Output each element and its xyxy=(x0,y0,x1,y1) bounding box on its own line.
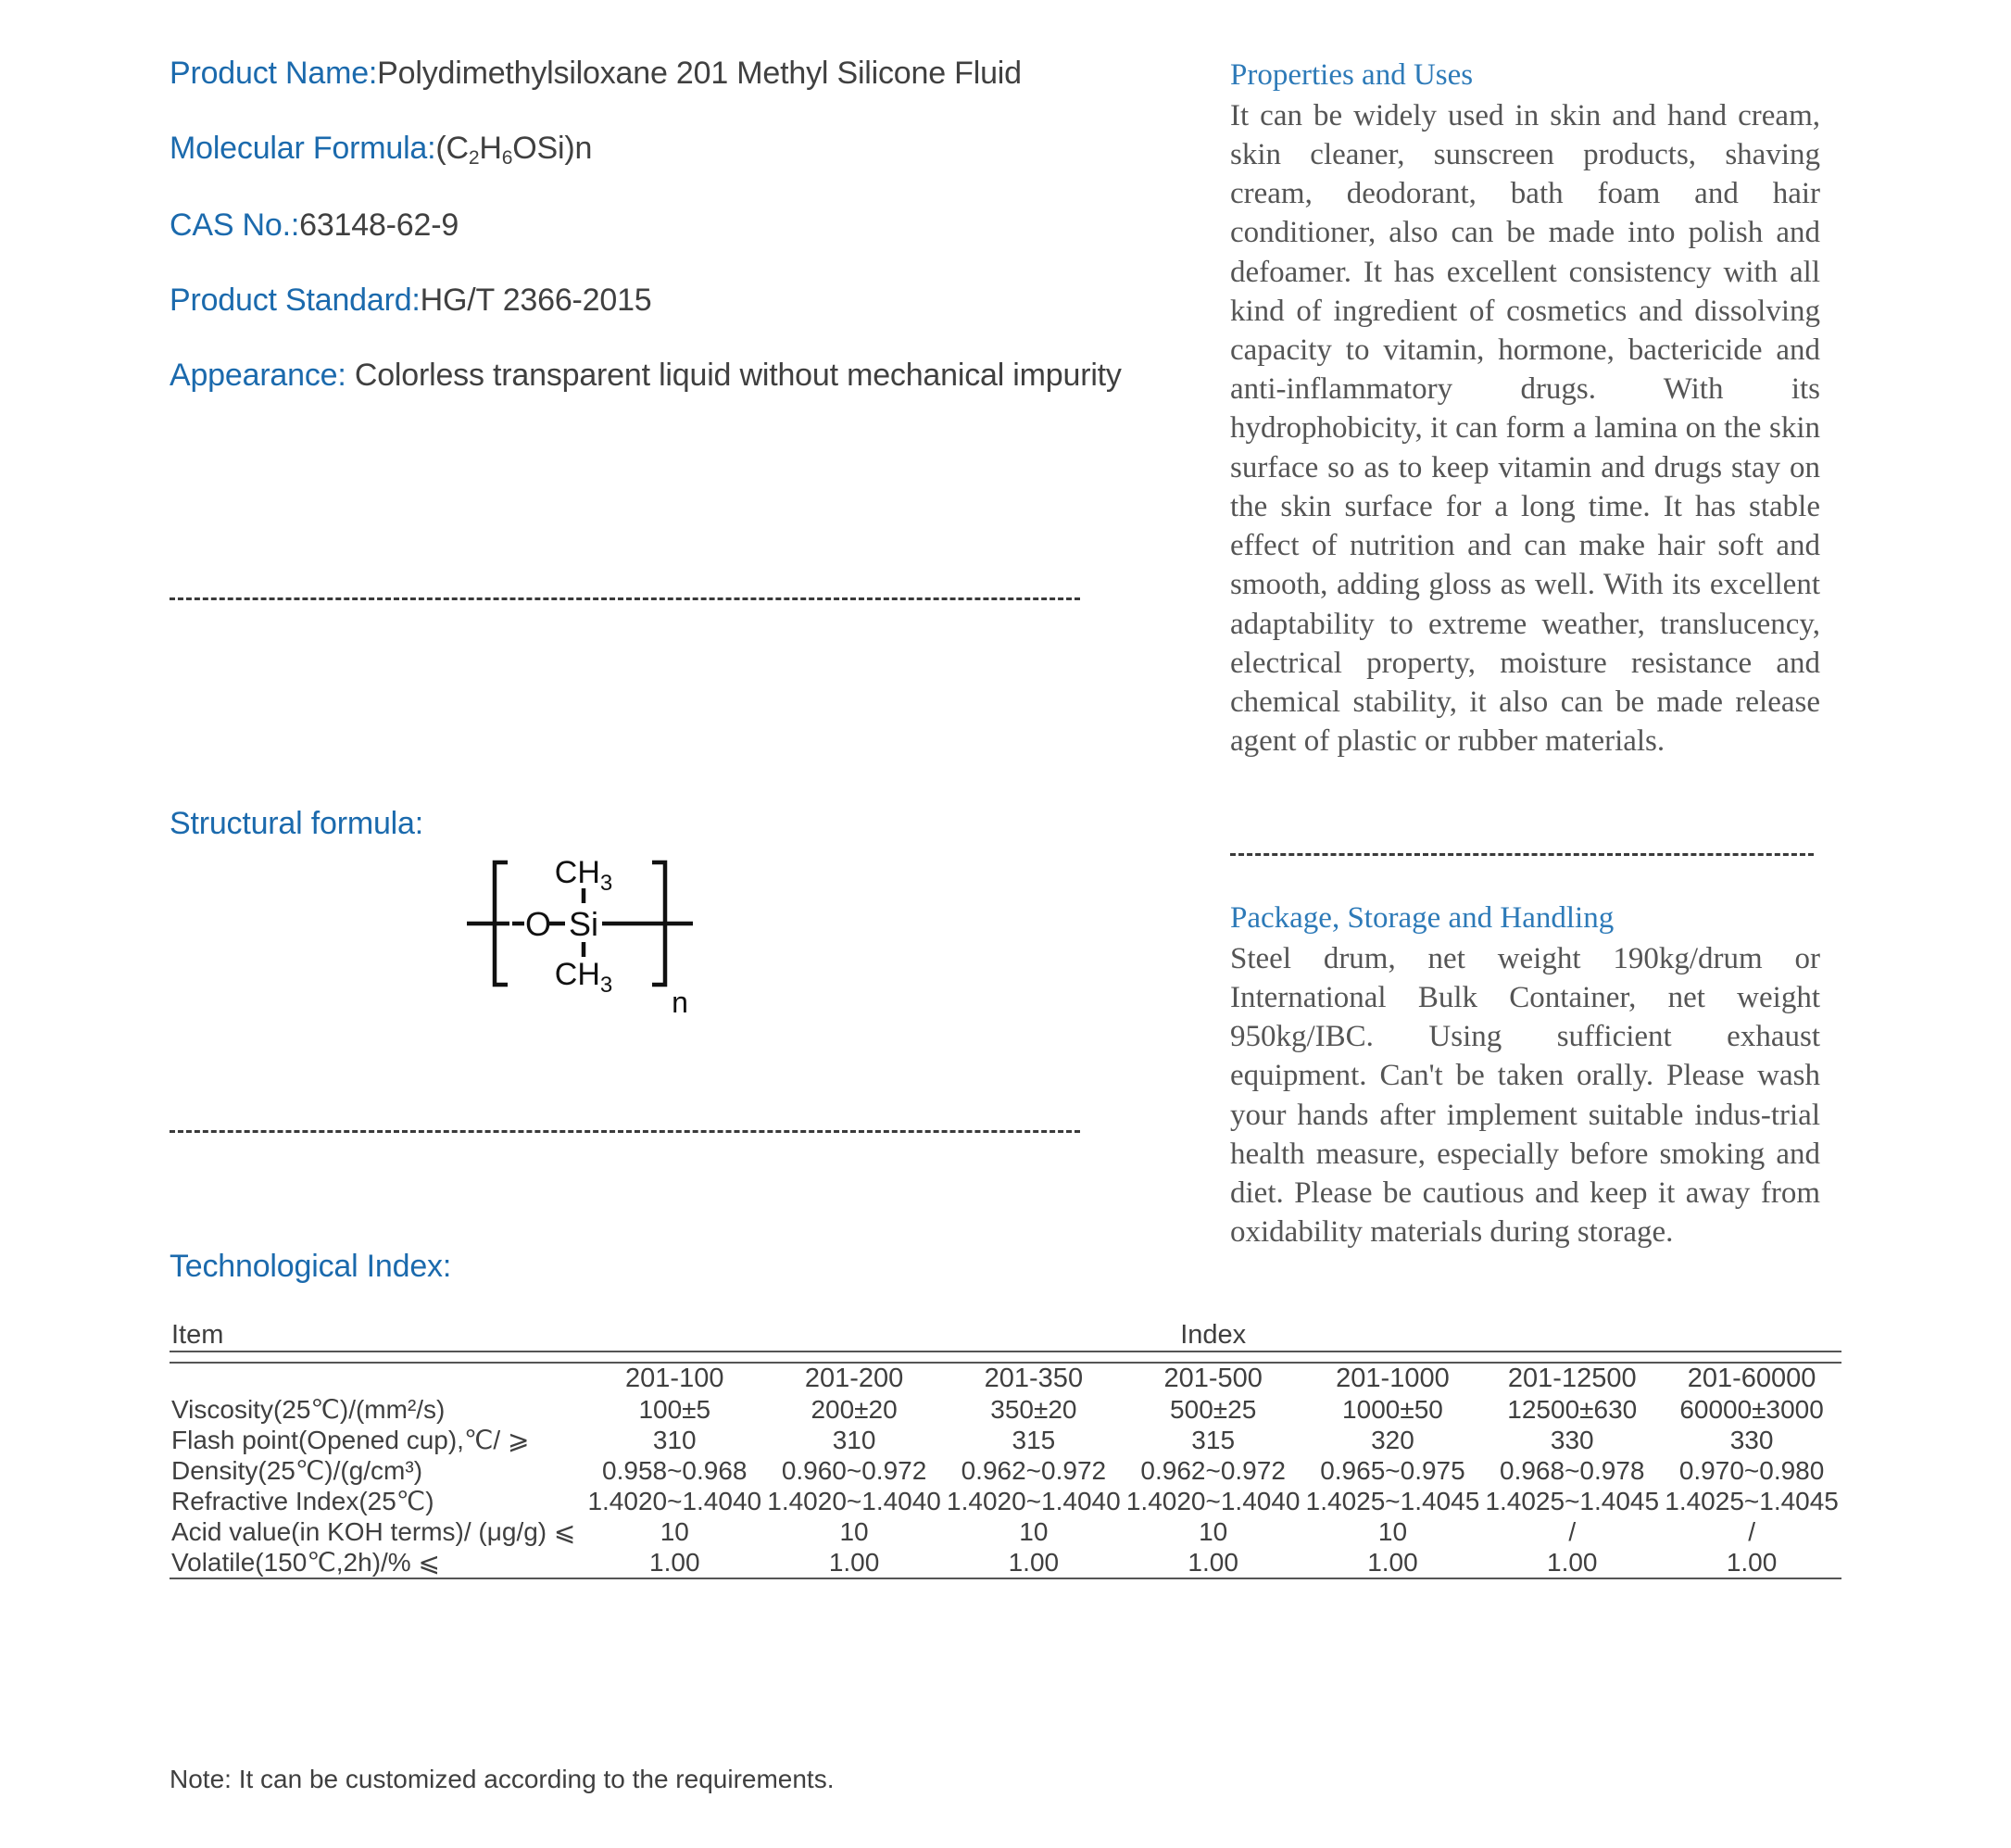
table-grade-cell: 201-100 xyxy=(625,1364,724,1393)
product-standard-value: HG/T 2366-2015 xyxy=(420,283,652,319)
group-label-top-methyl: $CH_3$ xyxy=(554,855,613,896)
table-header-row xyxy=(170,1320,1841,1351)
table-cell: 1000±50 xyxy=(1342,1394,1443,1424)
technological-index-heading: Technological Index: xyxy=(170,1249,452,1284)
table-cell: 1.4020~1.4040 xyxy=(1125,1486,1301,1515)
table-top-double-rule xyxy=(170,1351,1841,1363)
product-name-line xyxy=(170,54,1188,94)
table-cell: 1.00 xyxy=(1367,1547,1418,1577)
table-row xyxy=(170,1455,1841,1486)
table-cell: 1.4025~1.4045 xyxy=(1305,1486,1480,1515)
table-cell: 100±5 xyxy=(638,1394,711,1424)
table-cell: 10 xyxy=(1019,1516,1049,1546)
atom-label-silicon: Si xyxy=(568,905,599,943)
table-cell: 1.00 xyxy=(1726,1547,1778,1577)
table-bottom-rule xyxy=(170,1578,1841,1579)
cas-number-line xyxy=(170,206,1188,245)
table-grade-cell: 201-500 xyxy=(1163,1364,1263,1393)
structural-formula-heading: Structural formula: xyxy=(170,806,423,841)
table-cell: 60000±3000 xyxy=(1679,1394,1824,1424)
table-row-label: Volatile(150℃,2h)/% ⩽ xyxy=(171,1548,440,1577)
table-cell: 1.4025~1.4045 xyxy=(1485,1486,1660,1515)
table-cell: 0.962~0.972 xyxy=(961,1455,1107,1485)
molecular-formula-line xyxy=(170,129,1188,170)
table-cell: 12500±630 xyxy=(1507,1394,1638,1424)
molecular-formula-label: Molecular Formula: xyxy=(170,130,436,166)
table-row xyxy=(170,1547,1841,1578)
table-row-label: Flash point(Opened cup),℃/ ⩾ xyxy=(171,1426,530,1454)
table-cell: 0.958~0.968 xyxy=(602,1455,748,1485)
table-cell: 1.00 xyxy=(828,1547,880,1577)
table-header-index: Index xyxy=(1180,1320,1247,1350)
repeat-unit-subscript: n xyxy=(672,986,688,1019)
table-cell: 1.00 xyxy=(1547,1547,1598,1577)
table-cell: 0.970~0.980 xyxy=(1678,1455,1825,1485)
divider-left-lower xyxy=(170,1130,1080,1133)
table-cell: 350±20 xyxy=(990,1394,1077,1424)
table-cell: 200±20 xyxy=(811,1394,898,1424)
table-cell: 10 xyxy=(1199,1516,1228,1546)
formula-suffix: OSi)n xyxy=(512,130,593,166)
technological-index-table-wrap xyxy=(170,1320,1841,1579)
table-cell: 1.4020~1.4040 xyxy=(587,1486,762,1515)
formula-mid: H xyxy=(479,130,502,166)
table-grade-cell: 201-1000 xyxy=(1336,1364,1450,1393)
atom-label-oxygen: O xyxy=(524,905,552,943)
table-cell: 315 xyxy=(1191,1425,1236,1454)
package-body-text: Steel drum, net weight 190kg/drum or International Bulk Container, net weight 950kg/IBC. Using sufficient exhaust equipment. Can't be taken orally. Please wash your hands after implement suitable indus-trial health measure, especially before smoking and diet. Please be cautious and keep it away from oxidability materials during storage. xyxy=(1230,941,1820,1250)
product-standard-line xyxy=(170,281,1188,321)
table-row xyxy=(170,1486,1841,1516)
table-cell: 330 xyxy=(1729,1425,1774,1454)
product-name-value: Polydimethylsiloxane 201 Methyl Silicone Fluid xyxy=(377,56,1022,91)
table-cell: 320 xyxy=(1371,1425,1414,1454)
table-row-label: Viscosity(25℃)/(mm²/s) xyxy=(171,1395,446,1424)
table-rule-cell xyxy=(170,1351,1841,1363)
table-cell: 0.962~0.972 xyxy=(1140,1455,1286,1485)
formula-subscript-2: 2 xyxy=(468,146,480,169)
table-row-label: Refractive Index(25℃) xyxy=(171,1487,434,1515)
cas-number-value: 63148-62-9 xyxy=(299,207,459,244)
technological-index-table xyxy=(170,1320,1841,1579)
molecular-formula-value xyxy=(435,130,593,169)
divider-right-middle xyxy=(1230,853,1814,856)
table-cell: / xyxy=(1748,1516,1755,1546)
table-cell: 10 xyxy=(839,1516,869,1546)
table-cell: 315 xyxy=(1012,1425,1056,1454)
table-note: Note: It can be customized according to the requirements. xyxy=(170,1765,835,1793)
table-header-item: Item xyxy=(171,1320,224,1350)
table-grade-cell: 201-12500 xyxy=(1507,1364,1637,1393)
table-cell: 310 xyxy=(652,1425,697,1454)
table-cell: 1.00 xyxy=(1008,1547,1060,1577)
table-grade-cell: 201-200 xyxy=(804,1364,904,1393)
table-row xyxy=(170,1425,1841,1455)
table-cell: 10 xyxy=(1377,1516,1408,1546)
properties-heading: Properties and Uses xyxy=(1230,58,1474,92)
table-cell: 330 xyxy=(1550,1425,1594,1454)
table-row xyxy=(170,1394,1841,1425)
table-bottom-rule-cell xyxy=(170,1578,1841,1579)
structural-formula-svg xyxy=(454,848,732,1024)
product-name-label: Product Name: xyxy=(170,56,378,91)
table-cell: 0.968~0.978 xyxy=(1500,1455,1645,1485)
structural-formula-diagram xyxy=(454,848,732,1028)
formula-subscript-6: 6 xyxy=(501,146,513,169)
table-cell: / xyxy=(1568,1516,1577,1546)
table-grade-blank-cell xyxy=(170,1363,584,1394)
table-cell: 500±25 xyxy=(1170,1394,1257,1424)
table-cell: 1.00 xyxy=(1188,1547,1238,1577)
package-heading: Package, Storage and Handling xyxy=(1230,901,1615,935)
table-cell: 0.960~0.972 xyxy=(781,1455,927,1485)
table-grade-cell: 201-350 xyxy=(984,1364,1084,1393)
table-cell: 1.00 xyxy=(649,1547,700,1577)
table-cell: 1.4020~1.4040 xyxy=(947,1486,1121,1515)
package-storage-handling-section xyxy=(1230,900,1820,1251)
divider-left-upper xyxy=(170,597,1080,600)
table-row xyxy=(170,1516,1841,1547)
product-standard-label: Product Standard: xyxy=(170,283,421,319)
properties-body-text: It can be widely used in skin and hand cream, skin cleaner, sunscreen products, shaving cream, deodorant, bath foam and hair conditioner, also can be made into polish and defoamer. It has excellent consistency with all kind of ingredient of cosmetics and dissolving capacity to vitamin, hormone, bactericide and anti-inflammatory drugs. With its hydrophobicity, it can form a lamina on the skin surface so as to keep vitamin and drugs stay on the skin surface for a long time. It has stable effect of nutrition and can make hair soft and smooth, adding gloss as well. With its excellent adaptability to extreme weather, translucency, electrical property, moisture resistance and chemical stability, it also can be made release agent of plastic or rubber materials. xyxy=(1230,98,1820,759)
table-row-label: Density(25℃)/(g/cm³) xyxy=(171,1456,423,1485)
table-grade-cell: 201-60000 xyxy=(1687,1364,1816,1393)
appearance-value: Colorless transparent liquid without mechanical impurity xyxy=(346,357,1122,393)
table-cell: 0.965~0.975 xyxy=(1320,1455,1465,1485)
group-label-bottom-methyl: $CH_3$ xyxy=(554,957,613,998)
table-row-label: Acid value(in KOH terms)/ (μg/g) ⩽ xyxy=(171,1517,576,1546)
appearance-label: Appearance: xyxy=(170,357,346,393)
table-grade-row xyxy=(170,1363,1841,1394)
properties-and-uses-section xyxy=(1230,57,1820,761)
formula-prefix: (C xyxy=(435,130,469,166)
cas-number-label: CAS No.: xyxy=(170,207,300,244)
appearance-line xyxy=(170,356,1188,396)
table-cell: 1.4025~1.4045 xyxy=(1665,1486,1839,1515)
table-cell: 1.4020~1.4040 xyxy=(767,1486,941,1515)
table-cell: 310 xyxy=(832,1425,876,1454)
product-spec-list xyxy=(170,54,1188,431)
table-cell: 10 xyxy=(660,1516,689,1546)
